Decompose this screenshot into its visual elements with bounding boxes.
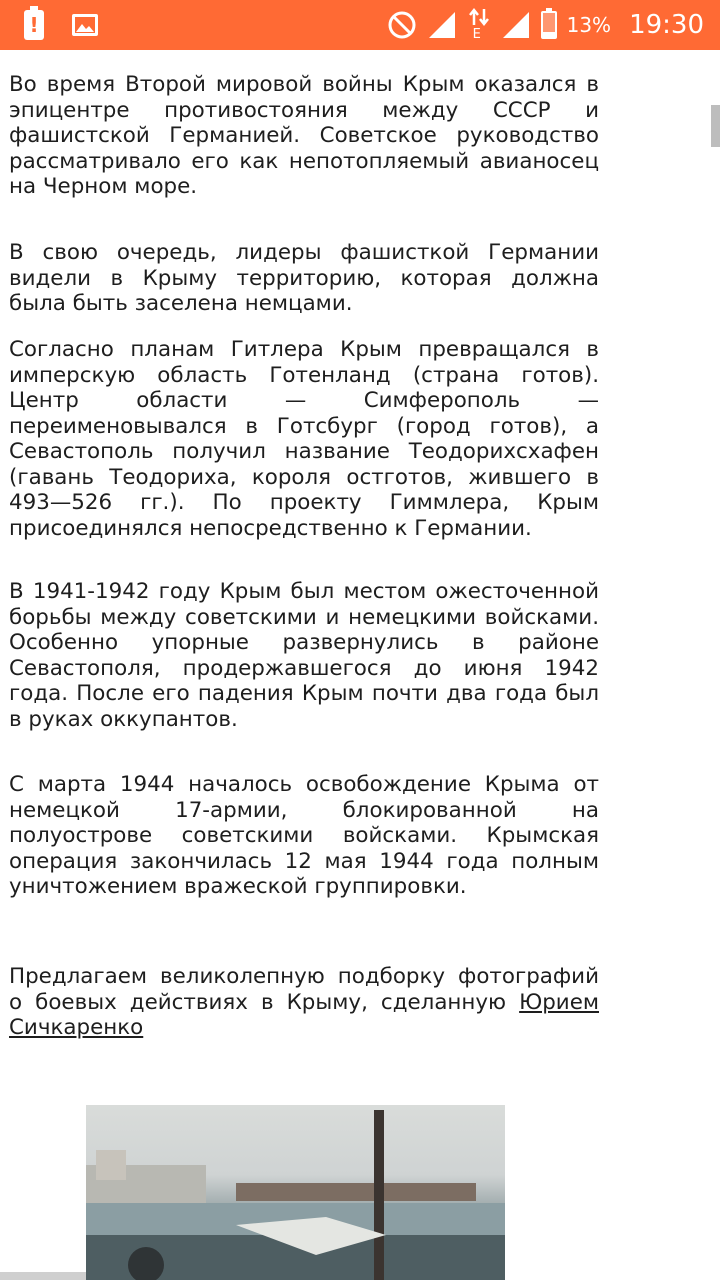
closing-paragraph [9, 964, 599, 1041]
harbor-photo [86, 1105, 505, 1280]
paragraph: В 1941-1942 году Крым был местом ожесточенной борьбы между советскими и немецкими войсками. Особенно упорные развернулись в районе Севастополя, продержавшегося до июня 1942 года. После его падения Крым почти два года был в руках оккупантов. [9, 579, 599, 732]
signal-icon [427, 10, 457, 40]
network-type: E [472, 27, 481, 42]
battery-percent: 13% [566, 13, 612, 37]
paragraph: Согласно планам Гитлера Крым превращался в имперскую область Готенланд (страна готов). Центр области — Симферополь — переименовывался в Готсбург (город готов), а Севастополь получил название Теодорихсхафен (гавань Теодориха, короля остготов, жившего в 493—526 гг.). По проекту Гиммлера, Крым присоединялся непосредственно к Германии. [9, 337, 599, 541]
divider [0, 1272, 86, 1280]
status-bar [0, 0, 720, 50]
paragraph: Во время Второй мировой войны Крым оказался в эпицентре противостояния между СССР и фашистской Германией. Советское руководство рассматривало его как непотопляемый авианосец на Черном море. [9, 72, 599, 199]
author-link[interactable]: Юрием Сичкаренко [9, 989, 599, 1040]
battery-icon [541, 11, 557, 39]
image-icon [72, 14, 98, 36]
paragraph: В свою очередь, лидеры фашисткой Германии видели в Крыму территорию, которая должна была быть заселена немцами. [9, 240, 599, 316]
closing-text: Предлагаем великолепную подборку фотографий о боевых действиях в Крыму, сделанную [9, 964, 599, 1015]
signal-icon [501, 10, 531, 40]
battery-alert-icon: ! [24, 10, 44, 40]
clock: 19:30 [629, 10, 704, 40]
do-not-disturb-icon [387, 10, 417, 40]
scrollbar-thumb[interactable] [711, 105, 720, 147]
data-arrows-icon [467, 7, 491, 43]
paragraph: С марта 1944 началось освобождение Крыма от немецкой 17-армии, блокированной на полуострове советскими войсками. Крымская операция закончилась 12 мая 1944 года полным уничтожением вражеской группировки. [9, 772, 599, 899]
